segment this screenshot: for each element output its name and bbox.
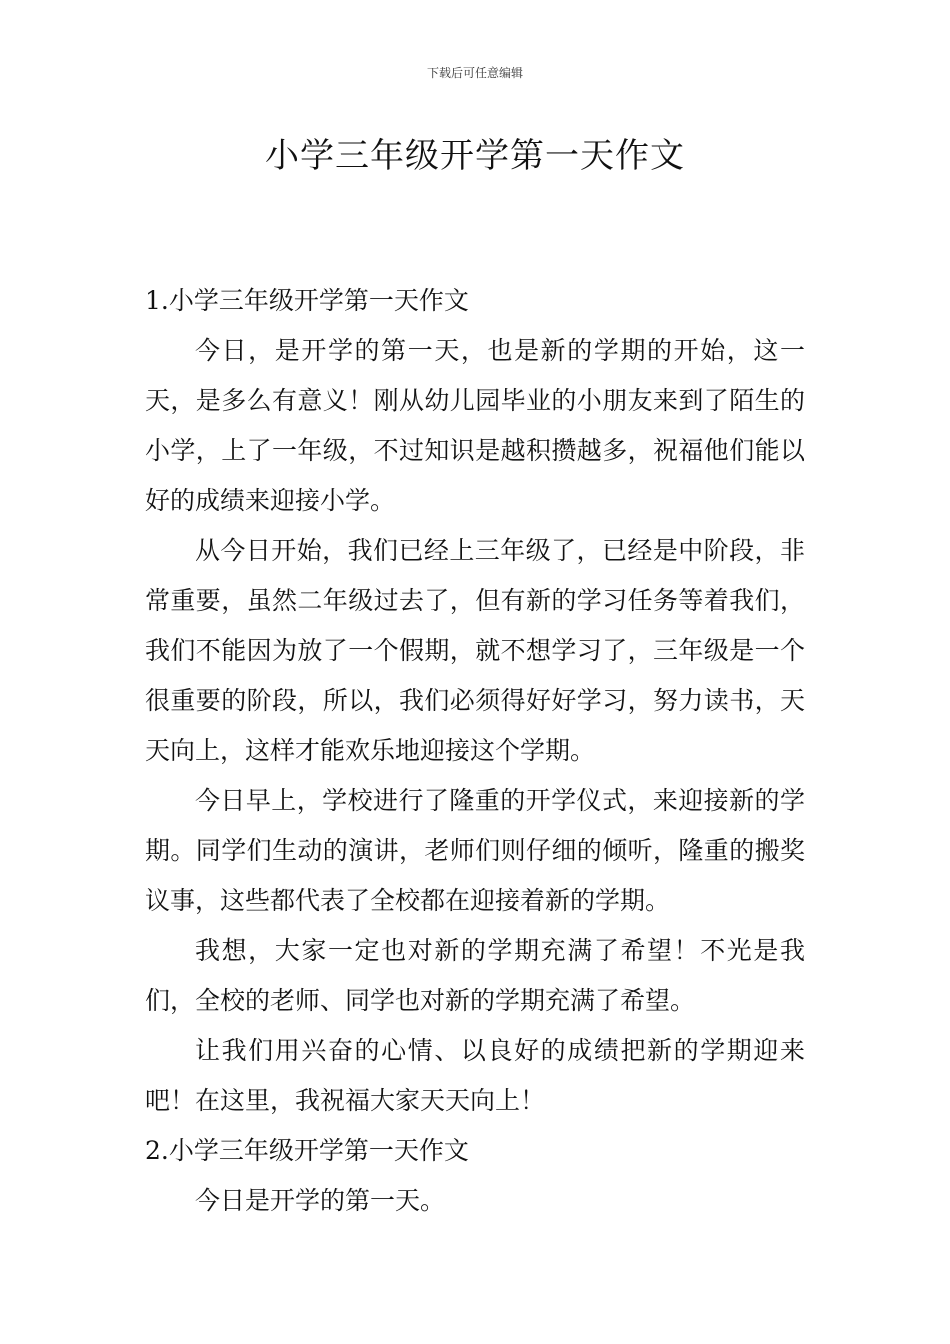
- paragraph: 让我们用兴奋的心情、以良好的成绩把新的学期迎来吧！在这里，我祝福大家天天向上！: [145, 1036, 805, 1115]
- document-title: 小学三年级开学第一天作文: [265, 136, 685, 176]
- paragraph: 今日，是开学的第一天，也是新的学期的开始，这一天，是多么有意义！刚从幼儿园毕业的小朋友来到了陌生的小学，上了一年级，不过知识是越积攒越多，祝福他们能以好的成绩来迎接小学。: [145, 336, 805, 515]
- paragraph: 今日是开学的第一天。: [195, 1186, 446, 1215]
- section-heading: 2.小学三年级开学第一天作文: [145, 1136, 469, 1165]
- header-note: 下载后可任意编辑: [426, 66, 523, 80]
- section-heading: 1.小学三年级开学第一天作文: [145, 286, 469, 315]
- essay-section-1: [145, 276, 805, 1126]
- document-body: [145, 276, 805, 1226]
- paragraph: 我想，大家一定也对新的学期充满了希望！不光是我们，全校的老师、同学也对新的学期充满了希望。: [145, 936, 805, 1015]
- essay-section-2: [145, 1126, 805, 1226]
- paragraph: 今日早上，学校进行了隆重的开学仪式，来迎接新的学期。同学们生动的演讲，老师们则仔细的倾听，隆重的搬奖议事，这些都代表了全校都在迎接着新的学期。: [145, 786, 805, 915]
- paragraph: 从今日开始，我们已经上三年级了，已经是中阶段，非常重要，虽然二年级过去了，但有新的学习任务等着我们，我们不能因为放了一个假期，就不想学习了，三年级是一个很重要的阶段，所以，我们必须得好好学习，努力读书，天天向上，这样才能欢乐地迎接这个学期。: [145, 536, 805, 765]
